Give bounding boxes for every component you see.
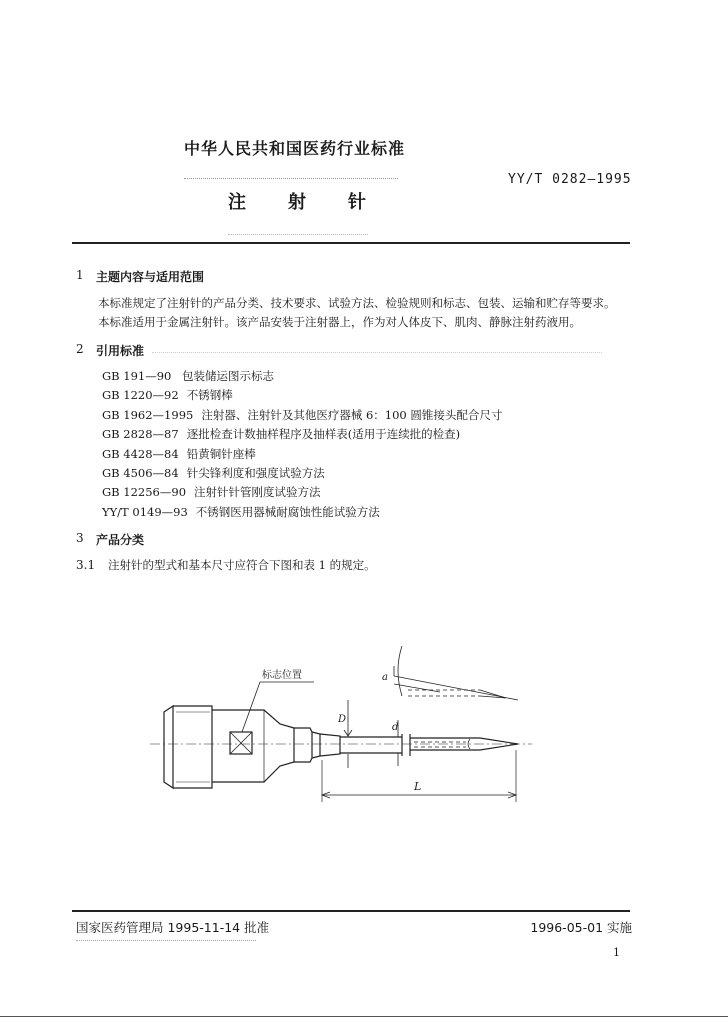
- reference-code: GB 4428—84: [102, 446, 179, 461]
- reference-item: [102, 425, 502, 444]
- footer-faint-line: [76, 940, 256, 941]
- header-divider: [184, 178, 398, 179]
- reference-item: [102, 483, 502, 502]
- reference-name: 注射器、注射针及其他医疗器械 6：100 圆锥接头配合尺寸: [201, 407, 503, 422]
- approval-text: 国家医药管理局 1995-11-14 批准: [76, 920, 270, 935]
- reference-code: GB 2828—87: [102, 427, 179, 442]
- reference-item: [102, 386, 502, 405]
- reference-code: GB 1962—1995: [102, 407, 194, 422]
- clause-3-1-text: 注射针的型式和基本尺寸应符合下图和表 1 的规定。: [108, 558, 376, 572]
- section-1-title: 主题内容与适用范围: [96, 270, 205, 284]
- section-3-title: 产品分类: [96, 533, 145, 547]
- page-number: 1: [613, 946, 620, 959]
- reference-list: [102, 367, 502, 522]
- dim-L-label: L: [414, 780, 422, 793]
- reference-code: GB 191—90: [102, 369, 172, 383]
- reference-code: GB 12256—90: [102, 485, 187, 500]
- implementation-text: 1996-05-01 实施: [530, 920, 632, 935]
- clause-3-1-number: 3.1: [76, 558, 96, 572]
- reference-code: YY/T 0149—93: [102, 504, 188, 519]
- org-title: 中华人民共和国医药行业标准: [184, 139, 406, 158]
- reference-name: 铅黄铜针座棒: [186, 446, 256, 461]
- reference-code: GB 1220—92: [102, 388, 179, 403]
- reference-name: 逐批检查计数抽样程序及抽样表(适用于连续批的检查): [186, 427, 461, 442]
- section-1-paragraph-2: 本标准适用于金属注射针。该产品安装于注射器上，作为对人体皮下、肌肉、静脉注射药液用。: [98, 315, 581, 329]
- standard-number: YY/T 0282—1995: [508, 172, 632, 187]
- reference-name: 针尖锋利度和强度试验方法: [186, 466, 325, 481]
- reference-item: [102, 445, 502, 464]
- reference-name: 不锈钢医用器械耐腐蚀性能试验方法: [195, 504, 380, 519]
- section-2-title: 引用标准: [96, 344, 145, 358]
- dim-d-label: d: [392, 722, 399, 733]
- header-rule: [72, 242, 630, 244]
- reference-item: [102, 406, 502, 425]
- dim-a-label: a: [382, 672, 388, 683]
- section-2-number: 2: [76, 342, 84, 356]
- doc-title: 注射针: [228, 192, 408, 213]
- scan-edge: [0, 1016, 728, 1017]
- reference-item: [102, 367, 502, 386]
- reference-item: [102, 503, 502, 522]
- reference-code: GB 4506—84: [102, 466, 179, 481]
- needle-drawing: [140, 640, 540, 810]
- dim-D-label: D: [338, 714, 347, 725]
- footer-rule: [72, 910, 630, 912]
- reference-name: 注射针针管刚度试验方法: [194, 485, 321, 500]
- section-1-number: 1: [76, 268, 84, 282]
- mark-position-label: 标志位置: [262, 670, 302, 681]
- section-3-number: 3: [76, 531, 84, 545]
- title-underline: [228, 234, 368, 235]
- section-1-paragraph-1: 本标准规定了注射针的产品分类、技术要求、试验方法、检验规则和标志、包装、运输和贮存等要求。: [98, 296, 616, 310]
- section-2-faint-line: [152, 352, 602, 353]
- reference-name: 包装储运图示标志: [182, 369, 274, 383]
- reference-name: 不锈钢棒: [186, 388, 233, 403]
- reference-item: [102, 464, 502, 483]
